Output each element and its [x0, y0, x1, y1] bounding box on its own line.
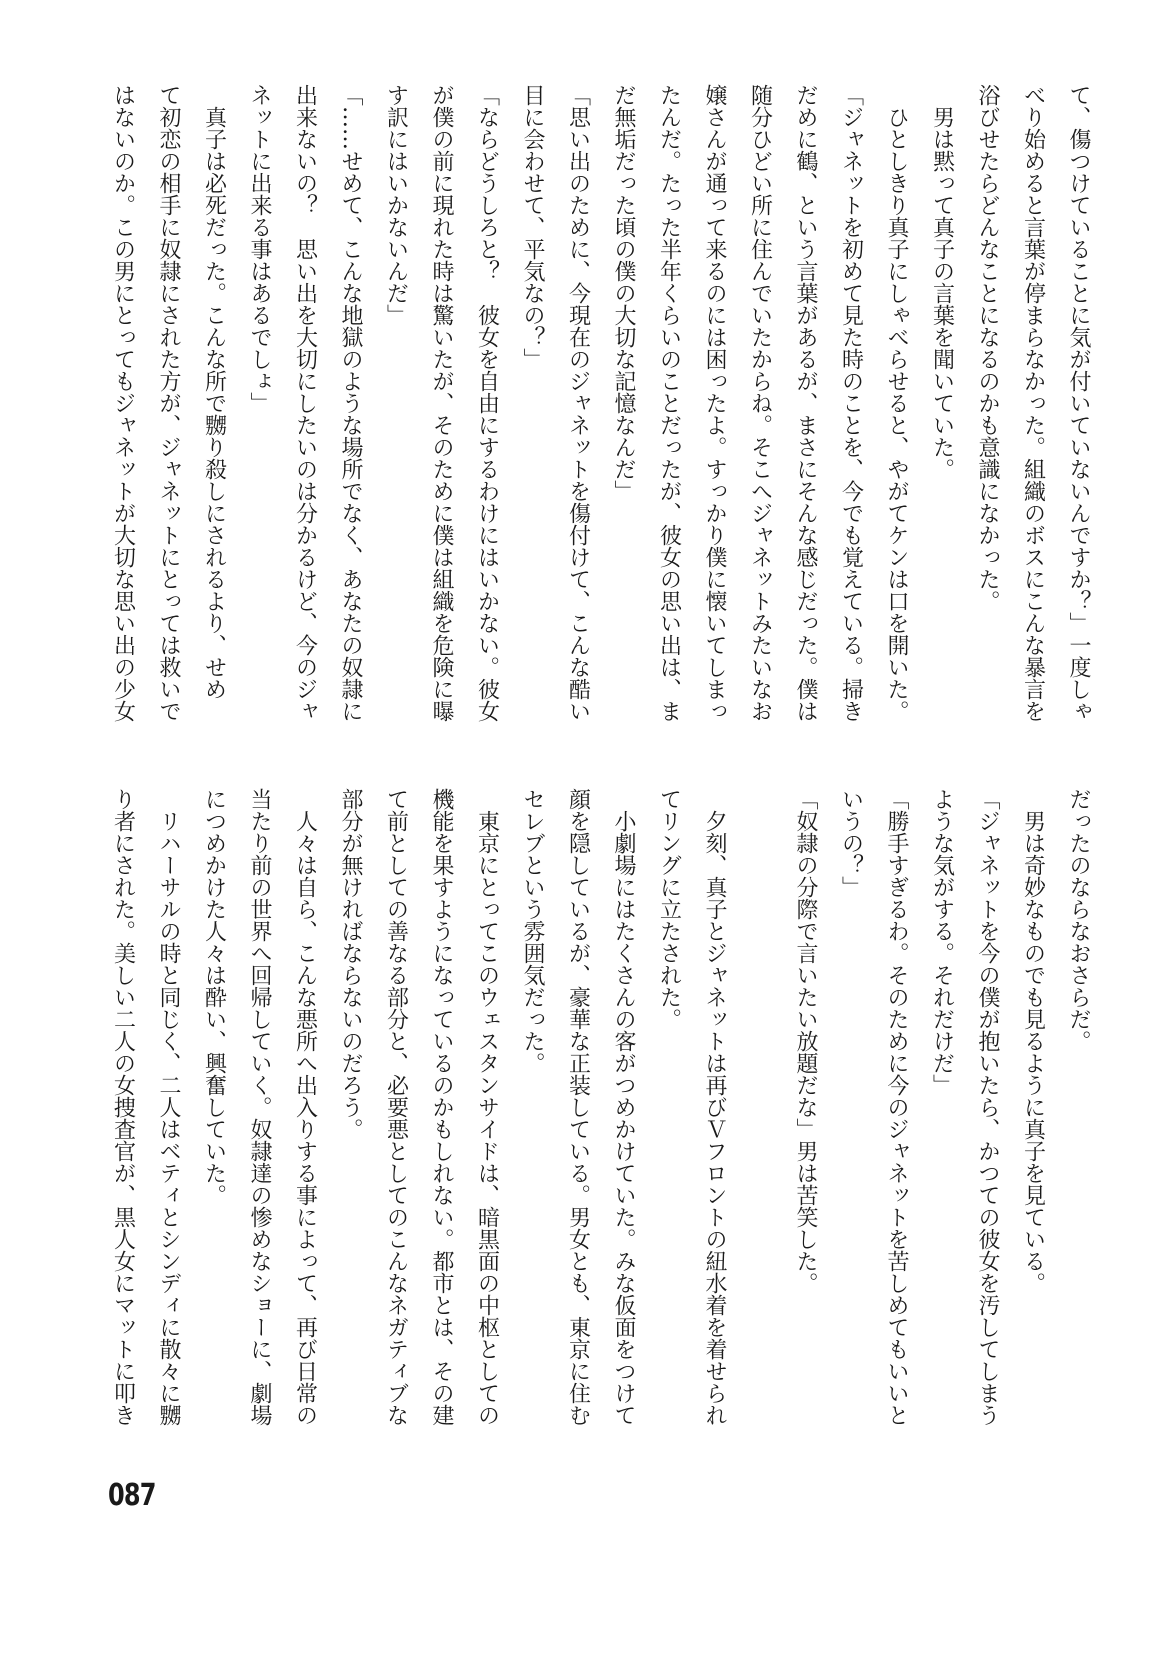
text-block-upper [100, 84, 1101, 734]
text-line: 「ジャネットを初めて見た時のことを、今でも覚えている。掃き [838, 84, 864, 722]
text-line: 部分が無ければならないのだろう。 [338, 788, 363, 1140]
text-line: 「奴隷の分際で言いたい放題だな」男は苦笑した。 [793, 788, 818, 1294]
text-line: 男は黙って真子の言葉を聞いていた。 [929, 84, 955, 480]
text-line: だ無垢だった頃の僕の大切な記憶なんだ」 [611, 84, 636, 502]
text-line: り者にされた。美しい二人の女捜査官が、黒人女にマットに叩き [110, 788, 136, 1426]
text-line: 顔を隠しているが、豪華な正装している。男女とも、東京に住む [565, 788, 591, 1426]
text-line: セレブという雰囲気だった。 [520, 788, 545, 1074]
text-line: につめかけた人々は酔い、興奮していた。 [201, 788, 227, 1206]
text-line: 嬢さんが通って来るのには困ったよ。すっかり僕に懐いてしまっ [702, 84, 727, 722]
text-line: 「勝手すぎるわ。そのために今のジャネットを苦しめてもいいと [884, 788, 909, 1426]
text-line: てリングに立たされた。 [656, 788, 682, 1030]
text-line: て、傷つけていることに気が付いていないんですか？」一度しゃ [1066, 84, 1091, 722]
text-line: 機能を果すようになっているのかもしれない。都市とは、その建 [429, 788, 454, 1426]
text-line: 「ジャネットを今の僕が抱いたら、かつての彼女を汚してしまう [975, 788, 1000, 1426]
text-line: ネットに出来る事はあるでしょ」 [247, 84, 272, 414]
text-block-lower [100, 788, 1101, 1458]
text-line: 東京にとってこのウェスタンサイドは、暗黒面の中枢としての [474, 788, 500, 1426]
text-line: ひとしきり真子にしゃべらせると、やがてケンは口を開いた。 [884, 84, 909, 722]
text-line: 「思い出のために、今現在のジャネットを傷付けて、こんな酷い [565, 84, 591, 722]
text-line: 「ならどうしろと？ 彼女を自由にするわけにはいかない。彼女 [474, 84, 500, 722]
text-line: す訳にはいかないんだ」 [383, 84, 409, 326]
text-line: 浴びせたらどんなことになるのかも意識になかった。 [975, 84, 1000, 612]
text-line: が僕の前に現れた時は驚いたが、そのために僕は組織を危険に曝 [429, 84, 454, 722]
text-line: リハーサルの時と同じく、二人はベティとシンディに散々に嬲 [156, 788, 181, 1426]
text-line: たんだ。たった半年くらいのことだったが、彼女の思い出は、ま [656, 84, 682, 722]
text-line: 男は奇妙なものでも見るように真子を見ている。 [1020, 788, 1046, 1294]
text-line: 出来ないの？ 思い出を大切にしたいのは分かるけど、今のジャ [292, 84, 318, 722]
text-line: 目に会わせて、平気なの？」 [520, 84, 545, 370]
text-line: だめに鶴、という言葉があるが、まさにそんな感じだった。僕は [793, 84, 818, 722]
text-line: 当たり前の世界へ回帰していく。奴隷達の惨めなショーに、劇場 [247, 788, 272, 1426]
text-line: ような気がする。それだけだ」 [929, 788, 955, 1096]
text-line: 人々は自ら、こんな悪所へ出入りする事によって、再び日常の [292, 788, 318, 1426]
text-line: 真子は必死だった。こんな所で嬲り殺しにされるより、せめ [201, 84, 227, 700]
text-line: べり始めると言葉が停まらなかった。組織のボスにこんな暴言を [1020, 84, 1046, 722]
text-line: 「……せめて、こんな地獄のような場所でなく、あなたの奴隷に [338, 84, 363, 722]
page-number: 087 [108, 1478, 156, 1513]
text-line: て前としての善なる部分と、必要悪としてのこんなネガティブな [383, 788, 409, 1426]
text-line: だったのならなおさらだ。 [1066, 788, 1091, 1052]
text-line: いうの？」 [838, 788, 864, 898]
text-line: 随分ひどい所に住んでいたからね。そこへジャネットみたいなお [747, 84, 773, 722]
text-line: 小劇場にはたくさんの客がつめかけていた。みな仮面をつけて [611, 788, 636, 1426]
text-line: はないのか。この男にとってもジャネットが大切な思い出の少女 [110, 84, 136, 722]
text-line: て初恋の相手に奴隷にされた方が、ジャネットにとっては救いで [156, 84, 181, 722]
text-line: 夕刻、真子とジャネットは再びＶフロントの紐水着を着せられ [702, 788, 727, 1426]
text-line [737, 788, 783, 1458]
